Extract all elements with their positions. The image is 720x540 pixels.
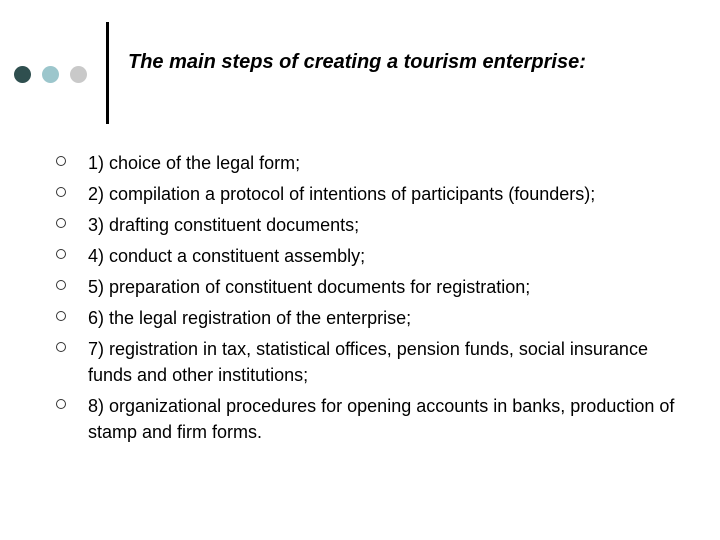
dark-dot-icon [14, 66, 31, 83]
circle-bullet-icon [56, 342, 66, 352]
list-item-text: 4) conduct a constituent assembly; [88, 246, 366, 266]
gray-dot-icon [70, 66, 87, 83]
list-item [56, 150, 696, 176]
list-item-text: 2) compilation a protocol of intentions of participants (founders); [88, 184, 596, 204]
circle-bullet-icon [56, 218, 66, 228]
circle-bullet-icon [56, 311, 66, 321]
list-item-text: 1) choice of the legal form; [88, 153, 301, 173]
circle-bullet-icon [56, 399, 66, 409]
circle-bullet-icon [56, 280, 66, 290]
list-item [56, 274, 696, 300]
steps-list [56, 150, 696, 450]
circle-bullet-icon [56, 156, 66, 166]
list-item [56, 305, 696, 331]
list-item [56, 336, 696, 388]
decorative-dots [14, 66, 94, 84]
list-item [56, 212, 696, 238]
list-item-text: 8) organizational procedures for opening accounts in banks, production of stamp and firm forms. [88, 396, 675, 442]
list-item [56, 181, 696, 207]
list-item [56, 243, 696, 269]
title-divider [106, 22, 109, 124]
circle-bullet-icon [56, 187, 66, 197]
list-item-text: 3) drafting constituent documents; [88, 215, 360, 235]
circle-bullet-icon [56, 249, 66, 259]
list-item-text: 6) the legal registration of the enterprise; [88, 308, 412, 328]
list-item-text: 7) registration in tax, statistical offices, pension funds, social insurance funds and other institutions; [88, 339, 648, 385]
slide-title: The main steps of creating a tourism enterprise: [128, 51, 586, 73]
teal-dot-icon [42, 66, 59, 83]
list-item-text: 5) preparation of constituent documents for registration; [88, 277, 531, 297]
list-item [56, 393, 696, 445]
